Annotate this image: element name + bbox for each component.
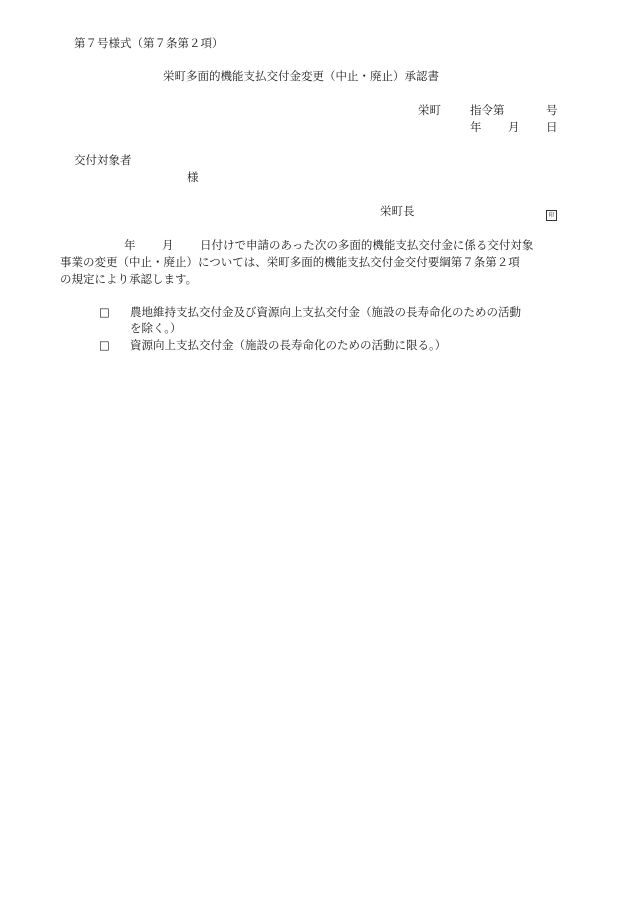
- body-date-year: 年: [124, 238, 136, 252]
- mayor-label: 栄町長: [380, 204, 415, 218]
- directive-prefix: 指令第: [470, 103, 505, 117]
- form-number: 第７号様式（第７条第２項）: [74, 36, 224, 50]
- directive-suffix: 号: [546, 103, 558, 117]
- seal-icon: [546, 206, 557, 221]
- date-month: 月: [508, 120, 520, 134]
- option-2-label: 資源向上支払交付金（施設の長寿命化のための活動に限る。）: [130, 338, 447, 352]
- date-day: 日: [546, 120, 558, 134]
- option-1-checkbox[interactable]: □: [99, 305, 110, 319]
- date-year: 年: [470, 120, 482, 134]
- option-1-label-line-2: を除く。）: [130, 321, 182, 335]
- recipient-label: 交付対象者: [74, 153, 132, 167]
- option-1-label-line-1: 農地維持支払交付金及び資源向上支払交付金（施設の長寿命化のための活動: [130, 305, 521, 319]
- option-2-checkbox[interactable]: □: [99, 338, 110, 352]
- body-date-month: 月: [162, 238, 174, 252]
- body-line-2: 事業の変更（中止・廃止）については、栄町多面的機能支払交付金交付要綱第７条第２項: [60, 255, 520, 269]
- honorific: 様: [187, 170, 199, 184]
- body-line-1: 日付けで申請のあった次の多面的機能支払交付金に係る交付対象: [200, 238, 534, 252]
- body-line-3: の規定により承認します。: [60, 272, 198, 286]
- document-title: 栄町多面的機能支払交付金変更（中止・廃止）承認書: [163, 69, 439, 83]
- seal-mark: 印: [546, 210, 557, 221]
- issuer-town: 栄町: [418, 103, 441, 117]
